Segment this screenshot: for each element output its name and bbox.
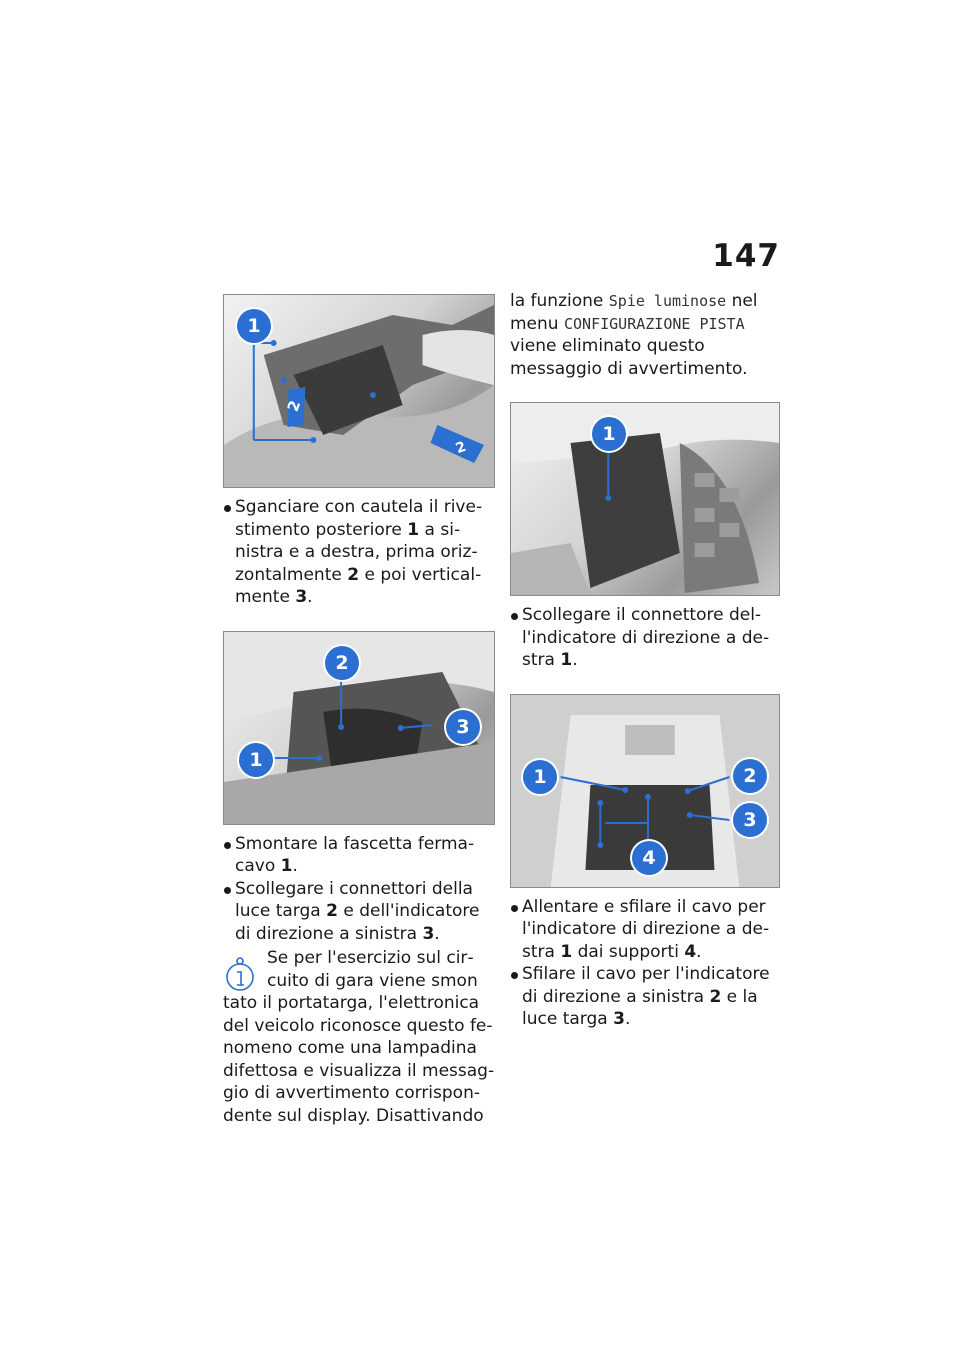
callout-2-arrow-horizontal: 2	[453, 438, 469, 458]
step-1: Sganciare con cautela il rivestimento posteriore 1 a sinistra e a destra, prima orizzontalmente 2 e poi verticalmente 3.	[223, 496, 495, 609]
callout-3: 3	[446, 710, 480, 744]
step-list-3	[510, 604, 780, 672]
callout-2: 2	[733, 759, 767, 793]
figure-rear-cover-removal	[223, 294, 495, 488]
callout-4: 4	[632, 841, 666, 875]
info-note	[223, 947, 495, 1127]
callout-1: 1	[592, 417, 626, 451]
info-text-rest: tato il portatarga, l'elettronica del veicolo riconosce questo fenomeno come una lampadina difettosa e visualizza il messaggio di avvertimento corrispondente sul display. Disattivando	[223, 993, 495, 1126]
figure-connectors-left	[223, 631, 495, 825]
left-column	[223, 294, 495, 1127]
step-list-4	[510, 896, 780, 1031]
callout-1: 1	[239, 743, 273, 777]
callout-1: 1	[237, 309, 271, 343]
step-5: Allentare e sfilare il cavo per l'indicatore di direzione a destra 1 dai supporti 4.	[510, 896, 780, 964]
step-list-2	[223, 833, 495, 946]
right-column	[510, 290, 780, 1031]
menu-name-code: CONFIGURAZIONE PISTA	[563, 314, 745, 333]
callout-2: 2	[325, 646, 359, 680]
figure-connector-right-illustration	[511, 403, 779, 595]
info-continuation: la funzione Spie luminose nel menu CONFIGURAZIONE PISTA viene eliminato questo messaggio di avvertimento.	[510, 291, 758, 379]
menu-item-code: Spie luminose	[608, 292, 727, 310]
info-icon	[225, 955, 255, 995]
callout-2-arrow-vertical: 2	[283, 398, 305, 414]
figure-connector-right	[510, 402, 780, 596]
callout-1: 1	[523, 760, 557, 794]
step-2: Smontare la fascetta fermacavo 1.	[223, 833, 495, 878]
step-list-1	[223, 496, 495, 609]
callout-3: 3	[733, 803, 767, 837]
step-4: Scollegare il connettore dell'indicatore di direzione a destra 1.	[510, 604, 780, 672]
figure-cable-routing	[510, 694, 780, 888]
step-6: Sfilare il cavo per l'indicatore di direzione a sinistra 2 e la luce targa 3.	[510, 963, 780, 1031]
page-number: 147	[712, 238, 780, 274]
step-3: Scollegare i connettori della luce targa 2 e dell'indicatore di direzione a sinistra 3.	[223, 878, 495, 946]
info-text-line1: Se per l'esercizio sul circuito di gara viene smon	[267, 948, 478, 991]
